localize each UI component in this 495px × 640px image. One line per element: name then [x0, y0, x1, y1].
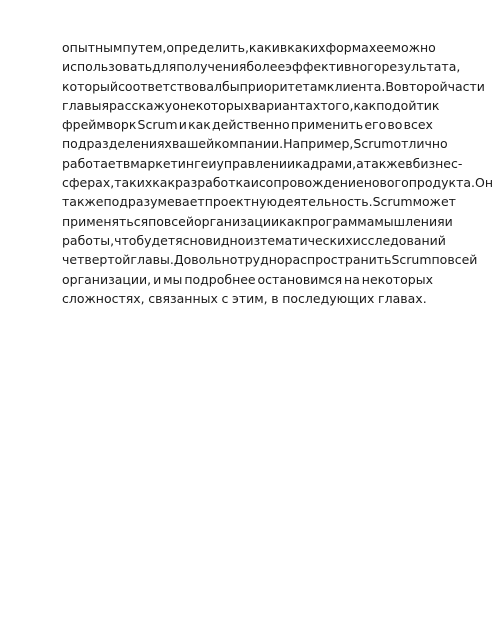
text-line: организации, и мы подробнее остановимся на некоторых [62, 271, 433, 287]
text-line: главы я расскажу о некоторых вариантах того, как подойти к [62, 97, 440, 113]
text-line: сложностях, связанных с этим, в последующих главах. [62, 290, 427, 306]
body-paragraph [62, 38, 494, 308]
text-line: также подразумевает проектную деятельность. Scrum может [62, 194, 456, 210]
text-line: подразделениях вашей компании. Например, Scrum отлично [62, 136, 448, 152]
text-line: сферах, таких как разработка и сопровождение нового продукта. Он [62, 175, 494, 191]
text-line: который соответствовал бы приоритетам клиента. Во второй части [62, 78, 485, 94]
text-line: использовать для получения более эффективного результата, [62, 59, 461, 75]
text-line: опытным путем, определить, как и в каких формах ее можно [62, 40, 436, 55]
text-line: четвертой главы. Довольно трудно распространить Scrum по всей [62, 252, 478, 268]
text-line: работы, что будет ясно видно из тематических исследований [62, 232, 446, 248]
text-line: работает в маркетинге и управлении кадрами, а также в бизнес- [62, 155, 463, 171]
text-line: фреймворк Scrum и как действенно применить его во всех [62, 117, 433, 133]
text-line: применяться по всей организации как программа мышления и [62, 213, 453, 229]
